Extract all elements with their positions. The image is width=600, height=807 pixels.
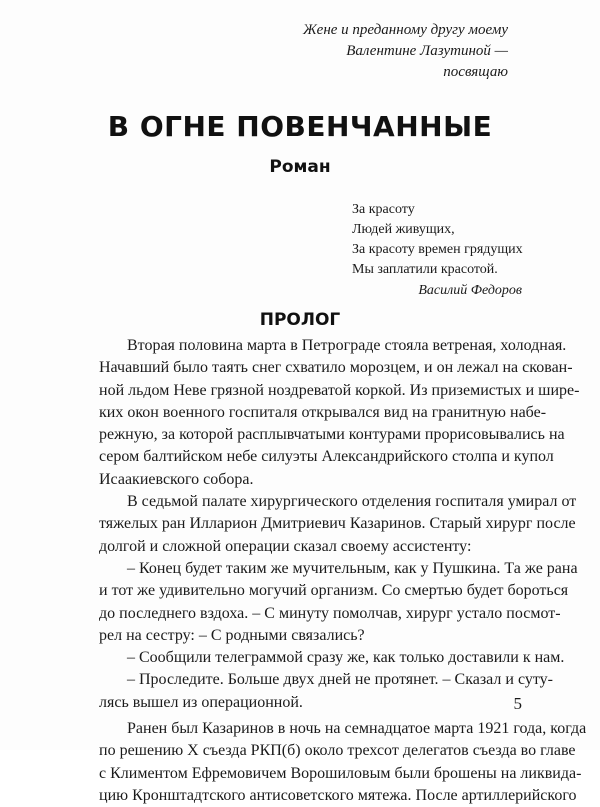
body-line: долгой и сложной операции сказал своему ассистенту:	[99, 537, 472, 555]
prologue-heading: ПРОЛОГ	[259, 310, 341, 330]
dedication	[303, 20, 508, 83]
body-line: – Конец будет таким же мучительным, как у Пушкина. Та же рана	[127, 559, 578, 577]
body-line: и тот же удивительно могучий организм. Со смертью будет бороться	[99, 582, 569, 600]
body-line: Исаакиевского собора.	[99, 470, 254, 488]
dedication-line: Жене и преданному другу моему	[302, 22, 508, 38]
body-line: сером балтийском небе силуэты Александрийского столпа и купол	[99, 448, 554, 466]
body-line: Начавший было таять снег схватило морозцем, и он лежал на скован-	[99, 359, 573, 377]
body-line: В седьмой палате хирургического отделения госпиталя умирал от	[127, 493, 577, 511]
body-line: рел на сестру: – С родными связались?	[99, 626, 365, 644]
epigraph-author: Василий Федоров	[418, 283, 522, 298]
epigraph-line: Мы заплатили красотой.	[352, 262, 498, 277]
body-line: по решению X съезда РКП(б) около трехсот делегатов съезда во главе	[99, 742, 576, 760]
body-line: – Проследите. Больше двух дней не протянет. – Сказал и суту-	[127, 671, 553, 689]
body-line: лясь вышел из операционной.	[99, 693, 303, 711]
body-line: ной льдом Неве грязной ноздреватой коркой. Из приземистых и шире-	[99, 381, 580, 399]
body-line: цию Кронштадтского антисоветского мятежа. После артиллерийского	[99, 786, 577, 804]
page-number: 5	[513, 694, 522, 713]
epigraph-line: За красоту времен грядущих	[352, 242, 523, 257]
book-subtitle: Роман	[269, 157, 331, 177]
dedication-line: посвящаю	[443, 64, 508, 80]
body-text	[99, 335, 587, 807]
epigraph-line: Людей живущих,	[352, 222, 455, 237]
body-line: ких окон военного госпиталя открывался вид на гранитную набе-	[99, 403, 547, 421]
dedication-line: Валентине Лазутиной —	[346, 43, 508, 59]
body-line: с Климентом Ефремовичем Ворошиловым были брошены на ликвида-	[99, 764, 582, 782]
body-line: тяжелых ран Илларион Дмитриевич Казаринов. Старый хирург после	[99, 515, 576, 533]
body-line: Вторая половина марта в Петрограде стояла ветреная, холодная.	[127, 337, 567, 354]
body-line: Ранен был Казаринов в ночь на семнадцатое марта 1921 года, когда	[127, 720, 587, 738]
epigraph-line: За красоту	[352, 202, 415, 217]
book-title: В ОГНЕ ПОВЕНЧАННЫЕ	[107, 110, 493, 143]
epigraph	[352, 200, 522, 301]
body-line: режную, за которой расплывчатыми контурами прорисовывались на	[99, 426, 565, 444]
body-line: до последнего вздоха. – С минуту помолчав, хирург устало посмот-	[99, 604, 561, 622]
body-line: – Сообщили телеграммой сразу же, как только доставили к нам.	[127, 649, 565, 667]
